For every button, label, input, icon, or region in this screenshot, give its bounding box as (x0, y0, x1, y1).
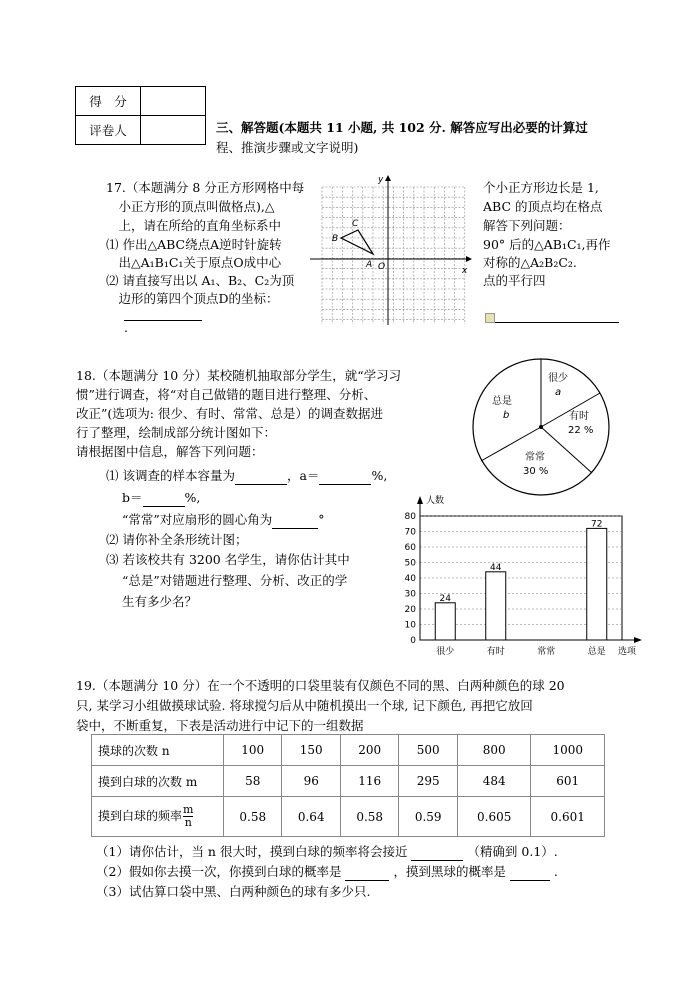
bar-value-label: 24 (439, 593, 451, 604)
triangle-abc (341, 230, 373, 254)
q17-line: 边形的第四个顶点D的坐标： (106, 291, 279, 306)
pie-slice-value: a (555, 387, 562, 398)
bar-y-tick: 50 (404, 558, 416, 569)
q17-right-line: ABC 的顶点均在格点 (483, 199, 603, 214)
q17-line: ⑴ 作出△ABC绕点A逆时针旋转 (106, 237, 282, 252)
q17-coordinate-blank[interactable] (495, 306, 619, 323)
frequency-blank[interactable] (411, 846, 463, 861)
q18-line: 改正”(选项为: 很少、有时、常常、总是）的调查数据进 (76, 406, 383, 421)
q18-line: 请根据图中信息，解答下列问题： (76, 444, 264, 459)
score-table (75, 86, 206, 145)
q17-right-line: 对称的△A₂B₂C₂. (483, 255, 577, 270)
y-axis-arrow (385, 175, 391, 181)
q17-line: 17.（本题满分 8 分正方形网格中每 (106, 180, 305, 195)
pie-slice-value: 22 % (568, 425, 594, 436)
y-axis-label: y (378, 175, 384, 185)
q17-right-line: 解答下列问题： (483, 218, 571, 233)
point-a-label: A (366, 260, 373, 270)
bar-bars (435, 519, 607, 640)
bar-value-label: 72 (591, 519, 603, 530)
q18-sub1b-post: %, (184, 490, 201, 505)
bar-category-label: 常常 (537, 647, 556, 657)
bar-y-axis-arrow (417, 496, 423, 504)
table-row (92, 797, 605, 837)
q19-line: 19.（本题满分 10 分）在一个不透明的口袋里装有仅颜色不同的黑、白两种颜色的球 20 (76, 678, 565, 693)
white-prob-blank[interactable] (345, 866, 389, 881)
bar-y-tick: 80 (404, 512, 416, 522)
table-row-header: 摸到白球的次数 m (92, 766, 224, 797)
table-cell: 150 (282, 735, 340, 766)
bar-y-tick: 20 (404, 605, 416, 615)
table-cell: 0.58 (224, 797, 282, 837)
q19-sub2-mid: ，摸到黑球的概率是 (393, 864, 506, 879)
x-axis-label: x (462, 266, 468, 276)
table-row (92, 766, 605, 797)
q18-sub1a-post: %, (371, 468, 388, 483)
table-cell: 601 (531, 766, 605, 797)
bar (587, 528, 607, 640)
bar-category-label: 总是 (587, 647, 606, 657)
bar-category-label: 很少 (436, 647, 455, 657)
bar-categories (436, 645, 606, 657)
bar-value-label: 44 (490, 562, 502, 573)
score-label: 得 分 (76, 87, 141, 116)
q18-sub3-line: 生有多少名？ (122, 594, 198, 609)
q18-sub1a (106, 466, 387, 485)
grid-lines (322, 187, 465, 324)
section-heading-line1: 三、解答题(本题共 11 小题, 共 102 分. 解答应写出必要的计算过 (216, 120, 588, 135)
bar-y-tick: 60 (404, 543, 416, 553)
q19-sub1 (96, 842, 558, 861)
q17-line: 小正方形的顶点叫做格点),△ (106, 199, 275, 214)
q19-sub1-post: （精确到 0.1）. (467, 844, 558, 859)
q17-right-line: 点的平行四 (483, 273, 546, 288)
bar-y-tick: 40 (404, 574, 416, 584)
q18-sub1b (122, 488, 200, 507)
a-value-blank[interactable] (319, 470, 371, 485)
fraction-m-over-n (183, 804, 193, 829)
table-cell: 0.64 (282, 797, 340, 837)
bar-y-tick: 30 (404, 589, 416, 600)
q17-coordinate-grid (306, 175, 472, 327)
q19-sub1-pre: （1）请你估计，当 n 很大时，摸到白球的频率将会接近 (96, 844, 408, 859)
fraction-denominator: n (184, 816, 192, 829)
q18-sub1a-mid: ，a＝ (286, 468, 320, 483)
bar-x-axis-arrow (634, 637, 642, 643)
q18-sub1c (122, 510, 325, 529)
x-axis-arrow (466, 256, 472, 262)
q19-sub2 (96, 862, 558, 881)
table-cell: 484 (457, 766, 531, 797)
origin-label: O (378, 262, 386, 272)
q17-line: ⑵ 请直接写出以 A₁、B₂、C₂为顶 (106, 273, 295, 288)
b-value-blank[interactable] (143, 492, 185, 507)
bar-y-tick: 0 (410, 636, 416, 646)
q18-line: 18.（本题满分 10 分）某校随机抽取部分学生，就“学习习 (76, 368, 402, 383)
table-row (92, 735, 605, 766)
pie-slice-label: 很少 (548, 373, 568, 384)
angle-blank[interactable] (272, 514, 318, 529)
table-cell: 96 (282, 766, 340, 797)
q18-sub2: ⑵ 请你补全条形统计图； (106, 532, 248, 547)
q19-line: 袋中，不断重复，下表是活动进行中记下的一组数据 (76, 718, 364, 733)
bar-x-label: 选项 (618, 647, 637, 657)
bar-y-tick: 70 (404, 527, 416, 538)
q17-answer-blank[interactable] (124, 306, 202, 321)
bar-chart (390, 492, 644, 660)
table-cell: 800 (457, 735, 531, 766)
q18-sub3-line: “总是”对错题进行整理、分析、改正的学 (122, 573, 348, 588)
table-cell: 500 (399, 735, 457, 766)
section-heading-line2: 程、推演步骤或文字说明) (216, 140, 359, 155)
pie-center (539, 425, 543, 429)
bar (486, 572, 506, 640)
pie-slice-value: 30 % (523, 466, 549, 477)
score-cell[interactable] (141, 87, 206, 116)
table-row-header (92, 797, 224, 837)
table-cell: 100 (224, 735, 282, 766)
pie-slice-value: b (503, 410, 510, 421)
q18-sub1c-post: ° (318, 512, 325, 527)
table-cell: 0.605 (457, 797, 531, 837)
q18-line: 惯”进行调查，将“对自己做错的题目进行整理、分析、 (76, 387, 377, 402)
table-cell: 0.59 (399, 797, 457, 837)
point-b-label: B (332, 234, 339, 244)
q19-sub3: （3）试估算口袋中黑、白两种颜色的球有多少只. (96, 884, 371, 899)
pie-slice-label: 常常 (525, 452, 545, 463)
q18-sub1c-pre: “常常”对应扇形的圆心角为 (122, 512, 273, 527)
pie-chart (468, 357, 618, 501)
table-row-header: 摸球的次数 n (92, 735, 224, 766)
grader-label: 评卷人 (76, 116, 141, 145)
table-cell: 58 (224, 766, 282, 797)
black-prob-blank[interactable] (510, 866, 550, 881)
q19-sub2-post: . (553, 864, 558, 879)
pie-slice-label: 总是 (492, 396, 512, 407)
pie-slice-label: 有时 (569, 411, 589, 422)
bar-y-tick: 10 (404, 620, 416, 631)
table-cell: 0.601 (531, 797, 605, 837)
q19-sub2-pre: （2）假如你去摸一次，你摸到白球的概率是 (96, 864, 342, 879)
q19-line: 只, 某学习小组做摸球试验. 将球搅匀后从中随机摸出一个球, 记下颜色, 再把它放回 (76, 698, 533, 713)
q19-table (91, 734, 605, 837)
table-cell: 200 (340, 735, 398, 766)
q17-line: 上，请在所给的直角坐标系中 (106, 218, 282, 233)
q17-line: 出△A₁B₁C₁关于原点O成中心 (106, 255, 282, 270)
table-cell: 1000 (531, 735, 605, 766)
grader-cell[interactable] (141, 116, 206, 145)
anchor-icon (485, 313, 495, 323)
frequency-label: 摸到白球的频率 (98, 809, 183, 823)
q18-sub1a-pre: ⑴ 该调查的样本容量为 (106, 468, 235, 483)
q18-sub1b-pre: b＝ (122, 490, 143, 505)
bar-y-label: 人数 (426, 496, 445, 506)
table-cell: 116 (340, 766, 398, 797)
q18-line: 行了整理，绘制成部分统计图如下： (76, 425, 277, 440)
fraction-numerator: m (183, 803, 194, 816)
table-cell: 0.58 (340, 797, 398, 837)
q18-sub3-line: ⑶ 若该校共有 3200 名学生，请你估计其中 (106, 552, 350, 567)
table-cell: 295 (399, 766, 457, 797)
bar-ticks (405, 512, 417, 646)
q17-answer-dot: . (124, 320, 128, 335)
bar-category-label: 有时 (486, 647, 505, 657)
bar (435, 603, 455, 640)
q17-right-line: 个小正方形边长是 1, (483, 180, 599, 195)
sample-size-blank[interactable] (235, 470, 287, 485)
q17-right-line: 90° 后的△AB₁C₁,再作 (483, 237, 611, 252)
point-c-label: C (352, 219, 359, 229)
